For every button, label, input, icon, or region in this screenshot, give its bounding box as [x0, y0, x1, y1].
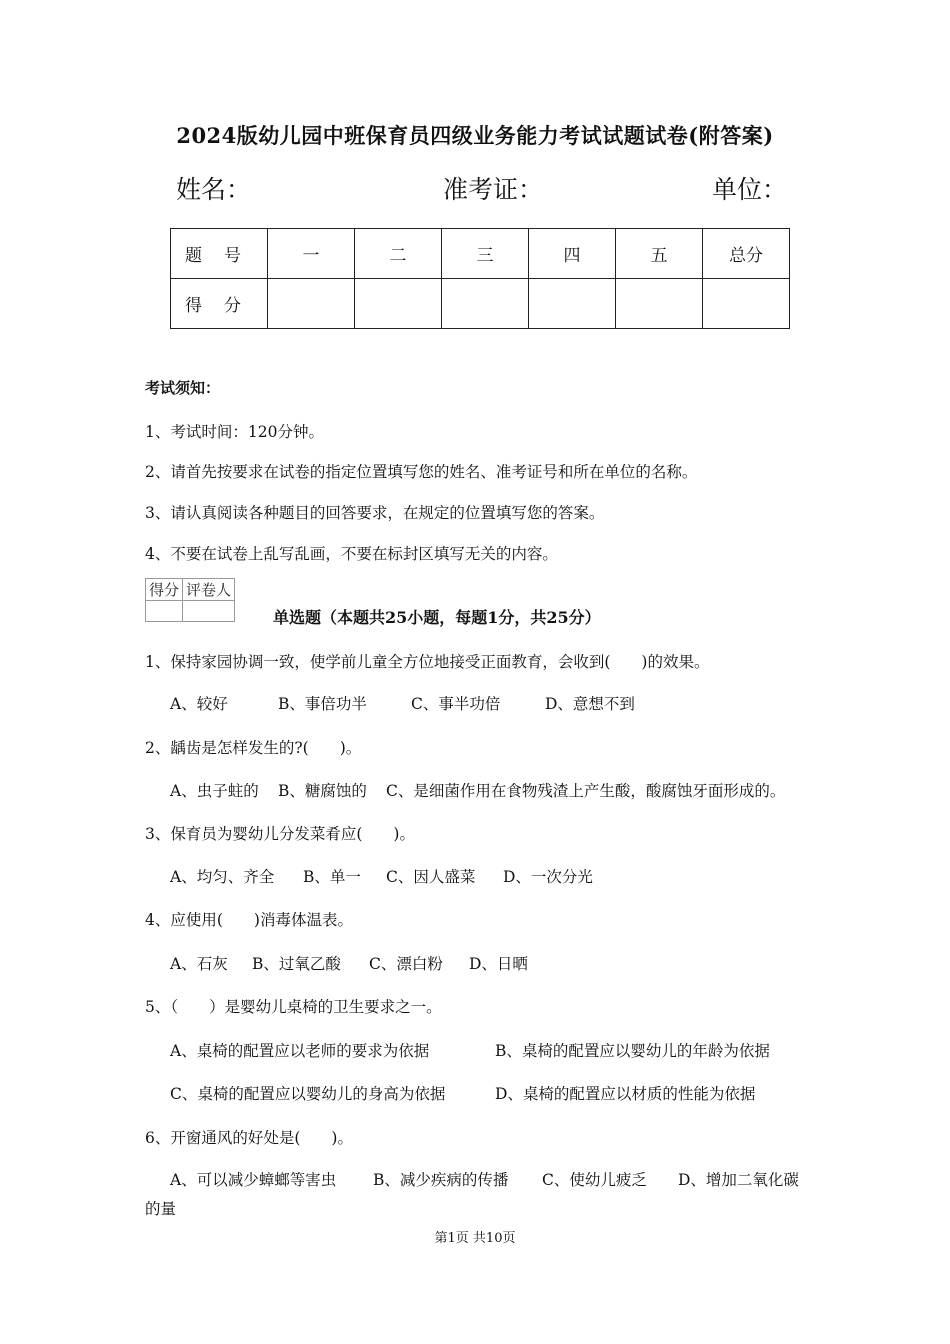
- question-stem: 1、保持家园协调一致，使学前儿童全方位地接受正面教育，会收到( )的效果。: [145, 653, 710, 671]
- option: B、事倍功半: [278, 695, 367, 713]
- score-table-score-row: [171, 279, 790, 329]
- option: B、过氧乙酸: [252, 955, 341, 973]
- option: B、单一: [303, 868, 361, 886]
- option: C、因人盛菜: [386, 868, 476, 886]
- notice-item: 4、不要在试卷上乱写乱画，不要在标封区填写无关的内容。: [145, 545, 558, 563]
- question-stem: 5、（ ）是婴幼儿桌椅的卫生要求之一。: [145, 998, 442, 1016]
- option: A、较好: [170, 695, 228, 713]
- score-table-header-cell: 四: [529, 229, 616, 279]
- score-table-header-cell: 题号: [171, 229, 268, 279]
- score-cell[interactable]: [355, 279, 442, 329]
- option: B、糖腐蚀的: [278, 782, 367, 800]
- option: A、虫子蛀的: [170, 782, 259, 800]
- option: B、减少疾病的传播: [373, 1171, 509, 1189]
- option: C、桌椅的配置应以婴幼儿的身高为依据: [170, 1085, 446, 1103]
- option: A、均匀、齐全: [170, 868, 275, 886]
- option: D、意想不到: [545, 695, 635, 713]
- notice-item: 2、请首先按要求在试卷的指定位置填写您的姓名、准考证号和所在单位的名称。: [145, 463, 698, 481]
- grader-name-label: 评卷人: [183, 579, 235, 601]
- option: A、石灰: [170, 955, 228, 973]
- question-stem: 4、应使用( )消毒体温表。: [145, 911, 353, 929]
- option: B、桌椅的配置应以婴幼儿的年龄为依据: [495, 1042, 770, 1060]
- option: D、日晒: [469, 955, 528, 973]
- score-table-header-cell: 三: [442, 229, 529, 279]
- option: A、桌椅的配置应以老师的要求为依据: [170, 1042, 430, 1060]
- option: D、桌椅的配置应以材质的性能为依据: [495, 1085, 756, 1103]
- score-table-header-cell: 五: [616, 229, 703, 279]
- grader-name-cell[interactable]: [183, 601, 235, 622]
- exam-id-label: 准考证：: [443, 175, 544, 204]
- option: D、增加二氧化碳: [678, 1171, 799, 1189]
- notice-item: 3、请认真阅读各种题目的回答要求，在规定的位置填写您的答案。: [145, 504, 605, 522]
- notice-item: 1、考试时间：120分钟。: [145, 423, 324, 441]
- score-table-header-cell: 一: [268, 229, 355, 279]
- score-row-label: 得分: [171, 279, 268, 329]
- option: C、使幼儿疲乏: [542, 1171, 647, 1189]
- grader-score-cell[interactable]: [146, 601, 183, 622]
- grader-box: [145, 578, 235, 622]
- option: C、漂白粉: [369, 955, 443, 973]
- score-cell[interactable]: [442, 279, 529, 329]
- question-stem: 2、龋齿是怎样发生的?( )。: [145, 739, 362, 757]
- notice-title: 考试须知：: [145, 379, 221, 397]
- score-cell[interactable]: [616, 279, 703, 329]
- section-title: 单选题（本题共25小题，每题1分，共25分）: [273, 608, 601, 627]
- score-cell[interactable]: [529, 279, 616, 329]
- option: A、可以减少蟑螂等害虫: [170, 1171, 337, 1189]
- grader-score-label: 得分: [146, 579, 183, 601]
- unit-label: 单位：: [712, 175, 788, 204]
- name-label: 姓名：: [176, 175, 252, 204]
- question-stem: 3、保育员为婴幼儿分发菜肴应( )。: [145, 825, 415, 843]
- question-stem: 6、开窗通风的好处是( )。: [145, 1129, 353, 1147]
- option: D、一次分光: [503, 868, 593, 886]
- option: C、是细菌作用在食物残渣上产生酸，酸腐蚀牙面形成的。: [386, 782, 786, 800]
- score-cell[interactable]: [703, 279, 790, 329]
- option-continuation: 的量: [145, 1200, 177, 1218]
- page-footer: 第1页 共10页: [434, 1231, 516, 1246]
- score-table-header-row: [171, 229, 790, 279]
- score-table-header-cell: 二: [355, 229, 442, 279]
- option: C、事半功倍: [411, 695, 501, 713]
- score-table-header-cell: 总分: [703, 229, 790, 279]
- exam-title: 2024版幼儿园中班保育员四级业务能力考试试题试卷(附答案): [176, 123, 774, 148]
- score-cell[interactable]: [268, 279, 355, 329]
- score-table: [170, 228, 790, 329]
